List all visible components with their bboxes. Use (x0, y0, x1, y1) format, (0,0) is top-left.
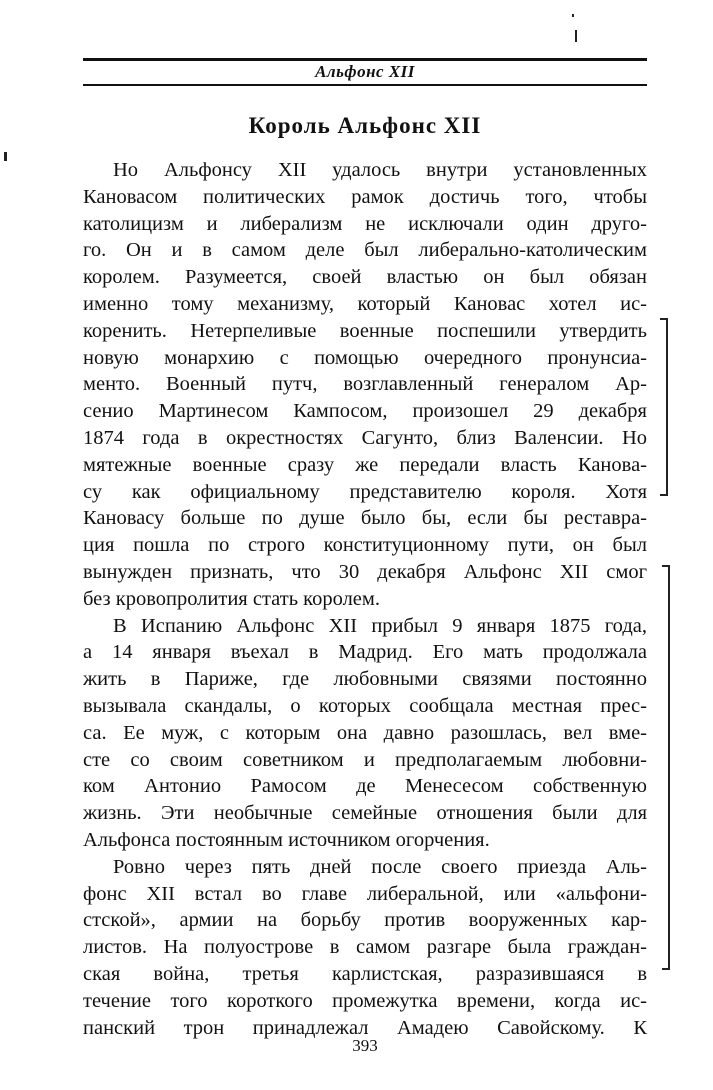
paragraph (83, 157, 647, 613)
text-line: Ровно через пять дней после своего приезда Аль- (113, 855, 647, 878)
text-line: Но Альфонсу XII удалось внутри установленных (113, 159, 647, 181)
text-line: стской», армии на борьбу против вооруженных кар- (83, 909, 647, 932)
header-bottom-rule (83, 84, 647, 86)
text-line: вызывала скандалы, о которых сообщала местная прес- (83, 694, 647, 717)
text-line: сте со своим советником и предполагаемым любовни- (83, 748, 647, 771)
text-line: са. Ее муж, с которым она давно разошлась, вел вме- (83, 721, 647, 744)
text-line: 1874 года в окрестностях Сагунто, близ Валенсии. Но (83, 426, 647, 449)
text-line: В Испанию Альфонс XII прибыл 9 января 1875 года, (113, 614, 647, 637)
scan-speck (4, 152, 7, 161)
text-line: ком Антонио Рамосом де Менесесом собственную (83, 775, 647, 798)
text-line: менто. Военный путч, возглавленный генералом Ар- (83, 373, 647, 396)
text-line: Кановасу больше по душе было бы, если бы реставра- (83, 507, 647, 530)
page-number: 393 (352, 1036, 378, 1055)
text-line: новую монархию с помощью очередного пронунсиа- (83, 346, 647, 369)
text-line: жить в Париже, где любовными связями постоянно (83, 668, 647, 691)
text-line: су как официальному представителю короля. Хотя (83, 480, 647, 503)
paragraph (83, 613, 647, 854)
margin-mark-tick (662, 968, 670, 970)
margin-mark-line (668, 565, 670, 970)
text-line: королем. Разумеется, своей властью он был обязан (83, 266, 647, 289)
text-line: Альфонса постоянным источником огорчения. (83, 828, 490, 851)
text-line: без кровопролития стать королем. (83, 587, 380, 610)
text-line: Кановасом политических рамок достичь того, чтобы (83, 185, 647, 208)
margin-mark-tick (660, 318, 668, 320)
paragraph (83, 854, 647, 1042)
text-line: а 14 января въехал в Мадрид. Его мать продолжала (83, 641, 647, 664)
text-line: фонс XII встал во главе либеральной, или «альфони- (83, 882, 647, 905)
text-line: сенио Мартинесом Кампосом, произошел 29 декабря (83, 400, 647, 423)
text-line: коренить. Нетерпеливые военные поспешили утвердить (83, 319, 647, 342)
header-top-rule (83, 58, 647, 61)
body-text (83, 157, 647, 1041)
text-line: жизнь. Эти необычные семейные отношения были для (83, 802, 647, 825)
text-line: вынужден признать, что 30 декабря Альфонс XII смог (83, 560, 647, 583)
margin-mark-tick (662, 565, 670, 567)
text-line: мятежные военные сразу же передали власть Канова- (83, 453, 647, 476)
text-line: панский трон принадлежал Амадею Савойскому. К (83, 1016, 647, 1039)
text-line: листов. На полуострове в самом разгаре была граждан- (83, 936, 647, 959)
text-line: именно тому механизму, который Кановас хотел ис- (83, 292, 647, 315)
margin-mark-tick (660, 494, 668, 496)
running-head: Альфонс XII (315, 62, 415, 81)
text-line: католицизм и либерализм не исключали один друго- (83, 212, 647, 235)
margin-mark-line (666, 318, 668, 496)
text-line: ская война, третья карлистская, разразившаяся в (83, 962, 647, 985)
scan-speck (572, 14, 574, 17)
scan-speck (575, 30, 577, 42)
text-line: ция пошла по строго конституционному пути, он был (83, 534, 647, 557)
text-line: течение того короткого промежутка времени, когда ис- (83, 989, 647, 1012)
chapter-title: Король Альфонс XII (248, 113, 482, 138)
text-line: го. Он и в самом деле был либерально-католическим (83, 239, 647, 262)
